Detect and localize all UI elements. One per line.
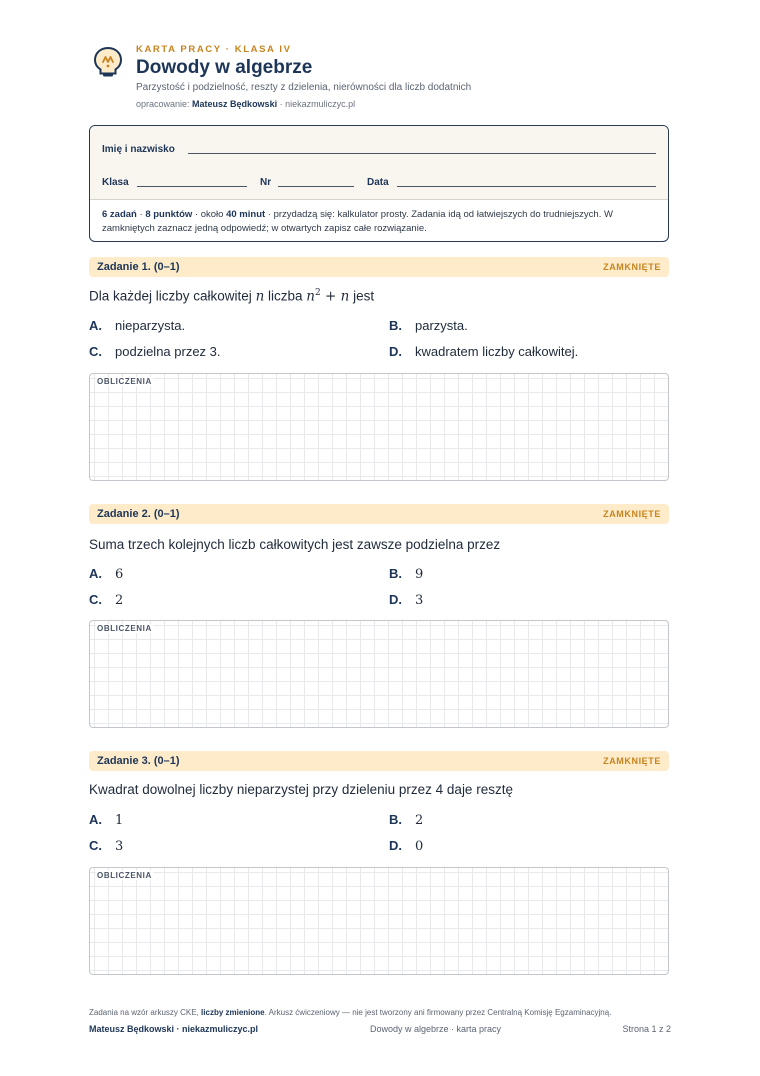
option-text: 2 xyxy=(115,593,124,608)
task-3-header xyxy=(89,751,669,771)
task-2-type-badge: ZAMKNIĘTE xyxy=(603,509,661,519)
task-2-header xyxy=(89,504,669,524)
footer-page-number: Strona 1 z 2 xyxy=(622,1024,671,1034)
name-label: Imię i nazwisko xyxy=(102,144,175,155)
task-3-option-a[interactable] xyxy=(89,812,123,828)
task-1-type-badge: ZAMKNIĘTE xyxy=(603,262,661,272)
page-title: Dowody w algebrze xyxy=(136,57,313,78)
option-text: 9 xyxy=(415,567,424,582)
author-name: Mateusz Będkowski xyxy=(192,99,278,109)
footer-note-post: . Arkusz ćwiczeniowy — nie jest tworzony ani firmowany przez Centralną Komisję Egzaminacyjną. xyxy=(264,1008,612,1017)
info-sep: · xyxy=(136,209,146,220)
task-3-type-badge: ZAMKNIĘTE xyxy=(603,756,661,766)
option-letter: B. xyxy=(389,812,402,827)
worksheet-kicker: KARTA PRACY · KLASA IV xyxy=(136,44,292,55)
calc-label: OBLICZENIA xyxy=(97,871,152,880)
option-letter: A. xyxy=(89,318,102,333)
calc-label: OBLICZENIA xyxy=(97,624,152,633)
option-letter: D. xyxy=(389,344,402,359)
option-letter: C. xyxy=(89,838,102,853)
task-2-option-a[interactable] xyxy=(89,566,123,582)
option-text: 1 xyxy=(115,813,124,828)
author-line xyxy=(136,99,355,109)
task-2-option-b[interactable] xyxy=(389,566,423,582)
option-text: nieparzysta. xyxy=(115,318,186,333)
task-1-option-a[interactable] xyxy=(89,318,185,333)
task-2-question: Suma trzech kolejnych liczb całkowitych jest zawsze podzielna przez xyxy=(89,537,501,552)
time-limit: 40 minut xyxy=(226,209,266,220)
nr-label: Nr xyxy=(260,177,272,188)
option-text: 3 xyxy=(415,593,424,608)
task-1-expr-n: n xyxy=(340,288,350,305)
option-text: 0 xyxy=(415,839,424,854)
task-1-option-b[interactable] xyxy=(389,318,468,333)
footer-disclaimer xyxy=(89,1008,611,1017)
option-text: 6 xyxy=(115,567,124,582)
lightbulb-brain-logo-icon xyxy=(91,45,125,79)
option-text: 2 xyxy=(415,813,424,828)
task-2-option-d[interactable] xyxy=(389,592,423,608)
date-label: Data xyxy=(367,177,389,188)
task-1-q-post: jest xyxy=(349,288,375,304)
option-letter: D. xyxy=(389,838,402,853)
task-2-option-c[interactable] xyxy=(89,592,123,608)
student-info-card xyxy=(89,125,669,242)
footer-doc-title: Dowody w algebrze · karta pracy xyxy=(370,1024,502,1034)
task-3-option-b[interactable] xyxy=(389,812,423,828)
option-text: 3 xyxy=(115,839,124,854)
option-text: parzysta. xyxy=(415,318,468,333)
task-1-calculation-area[interactable] xyxy=(89,373,669,481)
date-field[interactable] xyxy=(397,186,656,187)
option-letter: C. xyxy=(89,344,102,359)
task-1-q-pre: Dla każdej liczby całkowitej xyxy=(89,288,256,304)
option-letter: D. xyxy=(389,592,402,607)
task-1-header xyxy=(89,257,669,277)
author-suffix: · niekazmuliczyc.pl xyxy=(277,99,356,109)
tasks-count: 6 zadań xyxy=(102,209,137,220)
task-3-title: Zadanie 3. (0–1) xyxy=(97,755,180,767)
option-letter: A. xyxy=(89,812,102,827)
info-rest: · przydadzą się: kalkulator prosty. Zadania idą od łatwiejszych do trudniejszych. W zamkniętych zaznacz jedną odpowiedź; w otwartych zapisz całe rozwiązanie. xyxy=(102,209,613,234)
option-letter: C. xyxy=(89,592,102,607)
task-1-q-mid: liczba xyxy=(264,288,307,304)
author-prefix: opracowanie: xyxy=(136,99,193,109)
option-letter: B. xyxy=(389,566,402,581)
nr-field[interactable] xyxy=(278,186,354,187)
page-subtitle: Parzystość i podzielność, reszty z dzielenia, nierówności dla liczb dodatnich xyxy=(136,82,472,93)
task-2-title: Zadanie 2. (0–1) xyxy=(97,508,180,520)
task-1-question xyxy=(89,288,374,305)
task-3-question: Kwadrat dowolnej liczby nieparzystej przy dzieleniu przez 4 daje resztę xyxy=(89,782,513,797)
class-field[interactable] xyxy=(137,186,247,187)
task-1-title: Zadanie 1. (0–1) xyxy=(97,261,180,273)
option-text: kwadratem liczby całkowitej. xyxy=(415,344,579,359)
task-1-expr-base: n xyxy=(306,288,315,305)
option-text: podzielna przez 3. xyxy=(115,344,221,359)
footer-note-bold: liczby zmienione xyxy=(201,1008,265,1017)
task-1-var-n: n xyxy=(255,288,265,305)
points-count: 8 punktów xyxy=(145,209,193,220)
task-1-option-d[interactable] xyxy=(389,344,578,359)
task-3-option-c[interactable] xyxy=(89,838,123,854)
task-2-calculation-area[interactable] xyxy=(89,620,669,728)
task-1-expr-exp: 2 xyxy=(315,288,321,298)
student-fields-panel xyxy=(90,126,668,200)
option-letter: B. xyxy=(389,318,402,333)
footer-note-pre: Zadania na wzór arkuszy CKE, xyxy=(89,1008,202,1017)
info-about: · około xyxy=(192,209,227,220)
task-3-calculation-area[interactable] xyxy=(89,867,669,975)
option-letter: A. xyxy=(89,566,102,581)
class-label: Klasa xyxy=(102,177,129,188)
name-field[interactable] xyxy=(188,153,656,154)
task-3-option-d[interactable] xyxy=(389,838,423,854)
calc-label: OBLICZENIA xyxy=(97,377,152,386)
task-1-option-c[interactable] xyxy=(89,344,221,359)
footer-author: Mateusz Będkowski · niekazmuliczyc.pl xyxy=(89,1024,259,1034)
task-1-expr-plus: + xyxy=(320,288,341,305)
worksheet-instructions xyxy=(102,208,658,236)
